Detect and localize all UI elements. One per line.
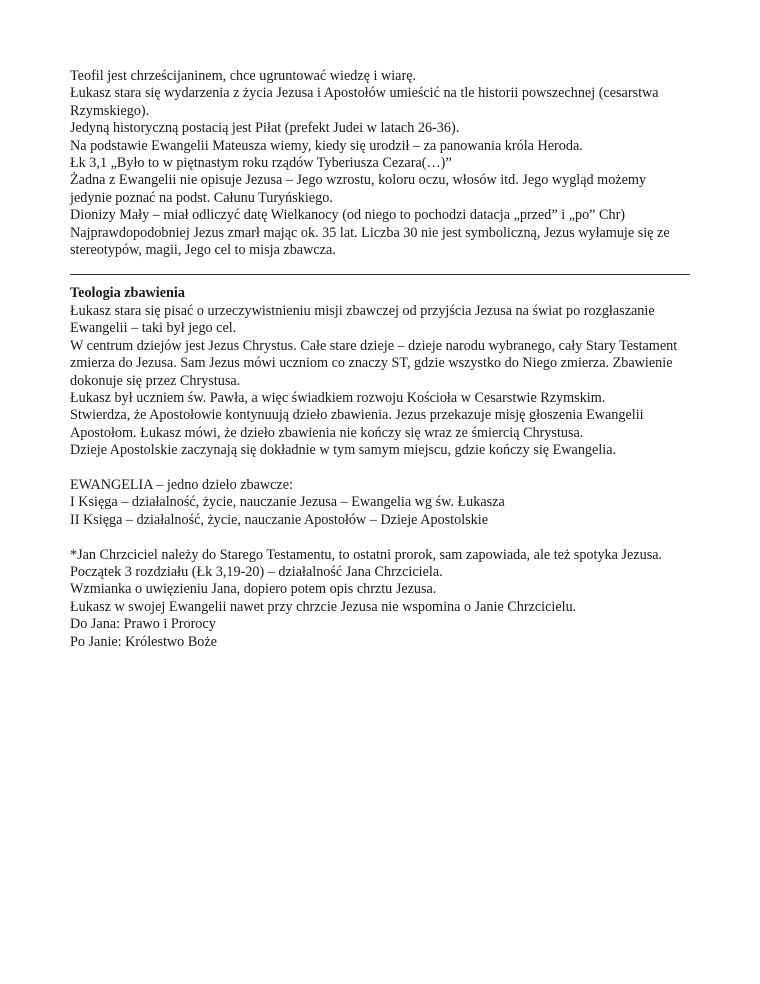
paragraph-line: Łukasz stara się wydarzenia z życia Jezusa i Apostołów umieścić na tle historii powszechnej (cesarstwa Rzymskiego). (70, 85, 663, 119)
paragraph-line: II Księga – działalność, życie, nauczanie Apostołów – Dzieje Apostolskie (70, 511, 489, 528)
blank-line (70, 529, 690, 546)
paragraph-line: Początek 3 rozdziału (Łk 3,19-20) – działalność Jana Chrzciciela. (70, 563, 443, 580)
horizontal-divider (70, 274, 690, 275)
section-heading: Teologia zbawienia (70, 285, 185, 302)
paragraph-line: Żadna z Ewangelii nie opisuje Jezusa – Jego wzrostu, koloru oczu, włosów itd. Jego wygląd możemy jedynie poznać na podst. Całunu Turyńskiego. (70, 172, 650, 206)
paragraph-line: Dionizy Mały – miał odliczyć datę Wielkanocy (od niego to pochodzi datacja „przed” i „po” Chr) (70, 207, 626, 224)
paragraph-line: Najprawdopodobniej Jezus zmarł mając ok. 35 lat. Liczba 30 nie jest symboliczną, Jezus wyłamuje się ze stereotypów, magii, Jego cel to misja zbawcza. (70, 224, 674, 259)
paragraph-line: W centrum dziejów jest Jezus Chrystus. Całe stare dzieje – dzieje narodu wybranego, cały Stary Testament zmierza do Jezusa. Sam Jezus mówi uczniom co znaczy ST, gdzie wszystko do Niego zmierza. Zbawienie dokonuje się przez Chrystusa. (70, 337, 681, 389)
paragraph-line: Po Janie: Królestwo Boże (70, 633, 217, 650)
paragraph-line: Dzieje Apostolskie zaczynają się dokładnie w tym samym miejscu, gdzie kończy się Ewangelia. (70, 442, 617, 459)
paragraph-line: EWANGELIA – jedno dzieło zbawcze: (70, 476, 293, 493)
section-john-baptist (70, 547, 690, 651)
paragraph-line: Do Jana: Prawo i Prorocy (70, 616, 216, 633)
paragraph-line: *Jan Chrzciciel należy do Starego Testamentu, to ostatni prorok, sam zapowiada, ale też spotyka Jezusa. (70, 546, 663, 563)
section-intro (70, 68, 690, 259)
blank-line (70, 460, 690, 477)
paragraph-line: Łukasz w swojej Ewangelii nawet przy chrzcie Jezusa nie wspomina o Janie Chrzcicielu. (70, 598, 577, 615)
paragraph-line: I Księga – działalność, życie, nauczanie Jezusa – Ewangelia wg św. Łukasza (70, 494, 505, 511)
paragraph-line: Teofil jest chrześcijaninem, chce ugruntować wiedzę i wiarę. (70, 68, 417, 84)
paragraph-line: Łukasz był uczniem św. Pawła, a więc świadkiem rozwoju Kościoła w Cesarstwie Rzymskim. (70, 389, 606, 406)
paragraph-line: Na podstawie Ewangelii Mateusza wiemy, kiedy się urodził – za panowania króla Heroda. (70, 137, 583, 154)
document-page (70, 68, 690, 651)
paragraph-line: Łk 3,1 „Było to w piętnastym roku rządów Tyberiusza Cezara(…)” (70, 155, 452, 172)
paragraph-line: Wzmianka o uwięzieniu Jana, dopiero potem opis chrztu Jezusa. (70, 581, 437, 598)
section-books (70, 477, 690, 529)
paragraph-line: Łukasz stara się pisać o urzeczywistnieniu misji zbawczej od przyjścia Jezusa na świat po rozgłaszanie Ewangelii – taki był jego cel. (70, 302, 659, 337)
paragraph-line: Stwierdza, że Apostołowie kontynuują dzieło zbawienia. Jezus przekazuje misję głoszenia Ewangelii Apostołom. Łukasz mówi, że dzieło zbawienia nie kończy się wraz ze śmiercią Chrystusa. (70, 407, 647, 441)
paragraph-line: Jedyną historyczną postacią jest Piłat (prefekt Judei w latach 26-36). (70, 120, 460, 137)
section-theology (70, 285, 690, 459)
